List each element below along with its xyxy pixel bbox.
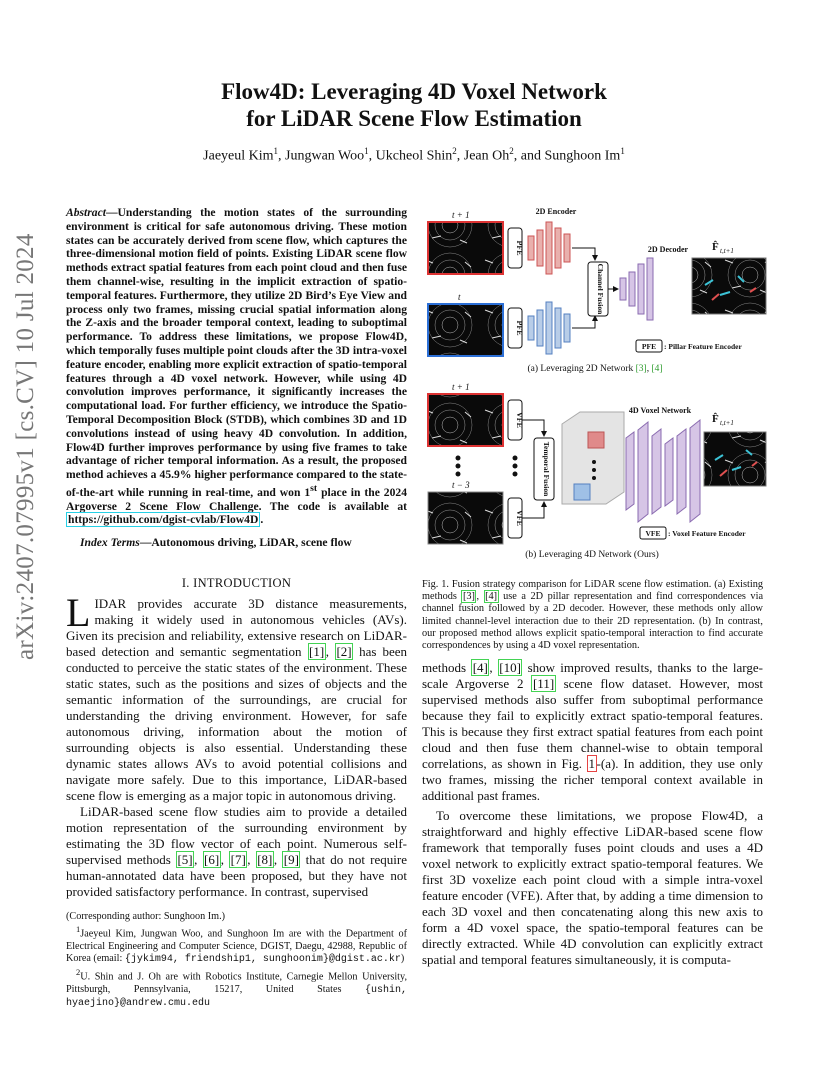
email-address: {ushin, hyaejino}@andrew.cmu.edu <box>66 984 407 1009</box>
text-run: -(a). In addition, they use only two frames, missing the richer temporal context available in additional past frames. <box>422 756 764 803</box>
ellipsis-dot <box>513 472 518 477</box>
footnote-marker: 1 <box>76 924 81 935</box>
intro-paragraph-1 <box>66 590 407 804</box>
vfe-label: VFE <box>515 510 524 526</box>
citation-link[interactable]: [3] <box>635 364 647 374</box>
author-separator: , <box>456 148 464 164</box>
author-separator: , and <box>513 148 545 164</box>
author-separator: , <box>278 148 286 164</box>
abstract <box>66 206 407 527</box>
footnote-marker: 2 <box>76 967 81 978</box>
pfe-legend-box-label: PFE <box>641 342 657 351</box>
citation-link[interactable]: [3] <box>462 591 475 603</box>
author-affil: 2 <box>452 146 457 156</box>
abstract-lead: Abstract <box>66 206 106 219</box>
decoder-2d-label: 2D Decoder <box>647 245 689 254</box>
ellipsis-dot <box>513 456 518 461</box>
text-run: that do not require human-annotated data have been proposed, but they have not provided satisfactory performance. In contrast, supervised <box>66 852 407 899</box>
text-run: , <box>476 591 484 603</box>
text-run: methods <box>422 660 472 675</box>
pfe-label: PFE <box>515 320 524 336</box>
subcaption-b: (b) Leveraging 4D Network (Ours) <box>525 550 659 560</box>
comma: , <box>646 364 652 374</box>
author-name: Jungwan Woo <box>285 148 365 164</box>
footnote-1 <box>66 923 407 966</box>
lidar-frame-blue <box>428 304 503 356</box>
encoder-block <box>555 228 561 268</box>
subcaption-a <box>527 363 662 374</box>
arrow <box>572 316 595 328</box>
paper-title <box>90 78 738 132</box>
citation-link[interactable]: [8] <box>257 852 273 867</box>
citation-link[interactable]: [11] <box>532 676 555 691</box>
voxel-space-cube <box>562 412 624 504</box>
flow-output-subscript: t,t+1 <box>720 419 734 427</box>
author-name: Jean Oh <box>463 148 510 164</box>
ellipsis-dot <box>456 472 461 477</box>
introduction-body <box>66 590 407 900</box>
abstract-sup: st <box>310 482 318 494</box>
decoder-block <box>647 258 653 320</box>
text-run: U. Shin and J. Oh are with Robotics Institute, Carnegie Mellon University, Pittsburgh, Pennsylvania, 15217, United States <box>66 971 407 995</box>
right-column-body <box>422 660 763 968</box>
text-run: has been conducted to perceive the static states of the environment. These static states, such as the positions and sizes of objects and the semantic information of the surroundings, are crucial for understanding the driving environment. However, for safe autonomous driving, information about the motion of surrounding objects is also essential. Understanding these dynamic states allows AVs to avoid potential collisions and navigate more safely. Due to this importance, LiDAR-based scene flow is emerging as a major topic in autonomous driving. <box>66 644 407 803</box>
voxel-blue <box>574 484 590 500</box>
network-block <box>626 432 634 510</box>
abstract-text: —Understanding the motion states of the surrounding environment is critical for safe autonomous driving. These motion states can be accurately derived from scene flow, which captures the three-dimensional motion field of points. Existing LiDAR scene flow methods extract spatial features from each point cloud and then fuse them channel-wise, resulting in the implicit extraction of spatio-temporal features. Furthermore, they utilize 2D Bird’s Eye View and process only two frames, missing crucial spatial information along the Z-axis and the broader temporal context, leading to suboptimal performance. To address these limitations, we propose Flow4D, which temporally fuses multiple point clouds after the 3D intra-voxel feature encoder, enabling more explicit extraction of spatio-temporal features through a 4D voxel network. However, while using 4D convolution improves performance, it significantly increases the computational load. For further efficiency, we introduce the Spatio-Temporal Decomposition Block (STDB), which combines 3D and 1D convolutions instead of using heavy 4D convolution. In addition, Flow4D further improves performance by using five frames to take advantage of richer temporal information. As a result, the proposed method achieves a 45.9% higher performance compared to the state-of-the-art while running in real-time, and won 1 <box>66 206 407 499</box>
figure-caption <box>422 579 763 652</box>
citation-link[interactable]: [5] <box>177 852 193 867</box>
author-name: Jaeyeul Kim <box>203 148 274 164</box>
encoder-block <box>564 314 570 342</box>
text-run: IDAR provides accurate 3D distance measurements, making it widely used in autonomous vehicles (AVs). Given its precision and reliability, extensive research on LiDAR-based detection and semantic segmentation <box>66 596 407 659</box>
index-terms <box>66 536 407 550</box>
frame-label-t: t <box>458 292 461 302</box>
network-block <box>690 420 700 522</box>
text-run: , <box>325 644 335 659</box>
arrow <box>522 502 544 518</box>
voxel-red <box>588 432 604 448</box>
email-address: {jykim94, friendship1, sunghoonim}@dgist.ac.kr <box>124 954 401 965</box>
figure-link[interactable]: 1 <box>588 756 596 771</box>
flow-output-frame <box>692 258 766 314</box>
citation-link[interactable]: [4] <box>651 364 663 374</box>
citation-link[interactable]: [2] <box>336 644 352 659</box>
author-affil: 1 <box>273 146 279 156</box>
frame-label-t-minus-3: t − 3 <box>452 480 470 490</box>
footnote-2 <box>66 966 407 1010</box>
encoder-2d-label: 2D Encoder <box>535 207 577 216</box>
text-run: LiDAR-based scene flow studies aim to provide a detailed motion representation of the surrounding environment by estimating the 3D flow vector of each point. Numerous self-supervised methods <box>66 804 407 867</box>
text-run: (a) Leveraging 2D Network <box>527 364 636 374</box>
corresponding-author: (Corresponding author: Sunghoon Im.) <box>66 911 226 922</box>
text-run: show improved results, thanks to the large-scale Argoverse 2 <box>422 660 763 691</box>
text-run: scene flow dataset. However, most supervised methods also suffer from suboptimal performance because they fail to explicitly extract spatio-temporal features. This is because they first extract spatial features from each point cloud and then fuse them channel-wise to obtain temporal correlations, as shown in Fig. <box>422 676 763 771</box>
encoder-block <box>564 234 570 262</box>
code-link[interactable]: https://github.com/dgist-cvlab/Flow4D <box>68 513 259 527</box>
section-heading-introduction: I. INTRODUCTION <box>181 576 292 590</box>
right-paragraph-1 <box>422 660 763 804</box>
ellipsis-dot <box>456 464 461 469</box>
abstract-end: . <box>260 513 264 527</box>
network-block <box>652 429 661 514</box>
author-separator: , <box>368 148 376 164</box>
citation-link[interactable]: [9] <box>283 852 299 867</box>
text-run: Fig. 1. Fusion strategy comparison for LiDAR scene flow estimation. (a) Existing methods <box>422 579 763 603</box>
channel-fusion-label: Channel Fusion <box>596 263 605 315</box>
citation-link[interactable]: [10] <box>499 660 521 675</box>
citation-link[interactable]: [7] <box>230 852 246 867</box>
citation-link[interactable]: [4] <box>472 660 488 675</box>
vfe-legend-box-label: VFE <box>645 529 661 538</box>
frame-label-t-plus-1: t + 1 <box>452 210 470 220</box>
encoder-block <box>537 310 543 346</box>
lidar-frame-gray <box>428 492 503 544</box>
intro-paragraph-2: LiDAR-based scene flow studies aim to provide a detailed motion representation of the surrounding environment by estimating the 3D flow vector of each point. Numerous self-supervised methods [5] , [6] , [7] , [8] , [9] that do not require human-annotated data have been proposed, but they have not provided satisfactory performance. In contrast, supervised <box>66 804 407 899</box>
author-name: Ukcheol Shin <box>375 148 453 164</box>
footnotes <box>66 911 407 1010</box>
vfe-legend: : Voxel Feature Encoder <box>668 529 746 538</box>
title-line-1: Flow4D: Leveraging 4D Voxel Network <box>221 79 607 104</box>
decoder-block <box>629 272 635 306</box>
flow-output-frame <box>704 432 766 486</box>
encoder-block <box>555 308 561 348</box>
flow-output-label: F̂ <box>712 241 719 253</box>
pfe-legend: : Pillar Feature Encoder <box>664 342 742 351</box>
dropcap: L <box>66 590 91 635</box>
network-block <box>677 429 686 514</box>
text-run: Jaeyeul Kim, Jungwan Woo, and Sunghoon Im are with the Department of Electrical Engineering and Computer Science, DGIST, Daegu, 42988, Republic of Korea (email: <box>66 928 407 964</box>
encoder-block <box>537 230 543 266</box>
vfe-label: VFE <box>515 412 524 428</box>
right-paragraph-2: To overcome these limitations, we propose Flow4D, a straightforward and highly effective LiDAR-based scene flow framework that temporally fuses point clouds and uses a 4D voxel network to explicitly extract spatio-temporal features. We first 3D voxelize each point cloud with a simple intra-voxel feature encoder (VFE). After that, by adding a time dimension to each 3D voxel and then concatenating along this new axis to form a 4D voxel space, the spatio-temporal features can be directly extracted. While 4D convolution can explicitly extract spatial and temporal features simultaneously, it is computa- <box>422 808 763 967</box>
voxel-network-4d-label: 4D Voxel Network <box>628 406 692 415</box>
network-block <box>665 438 673 506</box>
network-block <box>638 422 648 522</box>
author-name: Sunghoon Im <box>544 148 621 164</box>
encoder-block <box>546 302 552 354</box>
encoder-block <box>528 236 534 260</box>
author-list <box>90 146 738 165</box>
ellipsis-dot <box>456 456 461 461</box>
temporal-fusion-label: Temporal Fusion <box>542 441 551 497</box>
arrow <box>522 420 544 436</box>
author-affil: 1 <box>620 146 625 156</box>
arrow <box>572 248 595 260</box>
index-terms-lead: Index Terms <box>80 536 140 549</box>
arxiv-stamp: arXiv:2407.07995v1 [cs.CV] 10 Jul 2024 <box>12 233 39 660</box>
figure-1 <box>420 200 770 570</box>
author-affil: 2 <box>509 146 514 156</box>
title-line-2: for LiDAR Scene Flow Estimation <box>246 106 582 131</box>
index-terms-text: —Autonomous driving, LiDAR, scene flow <box>139 536 352 549</box>
decoder-block <box>620 278 626 300</box>
lidar-frame-red <box>428 222 503 274</box>
lidar-frame-red <box>428 394 503 446</box>
citation-link[interactable]: [1] <box>309 644 325 659</box>
decoder-block <box>638 264 644 314</box>
encoder-block <box>528 316 534 340</box>
frame-label-t-plus-1: t + 1 <box>452 382 470 392</box>
pfe-label: PFE <box>515 240 524 256</box>
flow-output-subscript: t,t+1 <box>720 247 734 255</box>
ellipsis-dot <box>592 476 596 480</box>
ellipsis-dot <box>592 460 596 464</box>
encoder-block <box>546 222 552 274</box>
text-run: ) <box>400 953 405 964</box>
text-run: use a 2D pillar representation and find correspondences via channel fusion followed by a 2D decoder. However, these methods only allow limited channel-level interaction due to their 2D representation. (b) In contrast, our proposed method allows explicit spatio-temporal interaction to find accurate correspondences by using a 4D voxel representation. <box>422 591 764 652</box>
citation-link[interactable]: [4] <box>485 591 498 603</box>
abstract-text-2: place in the 2024 Argoverse 2 Scene Flow Challenge. The code is available at <box>66 485 407 513</box>
author-affil: 1 <box>364 146 369 156</box>
citation-link[interactable]: [6] <box>204 852 220 867</box>
ellipsis-dot <box>513 464 518 469</box>
ellipsis-dot <box>592 468 596 472</box>
text-run: , <box>489 660 498 675</box>
flow-output-label: F̂ <box>712 413 719 425</box>
